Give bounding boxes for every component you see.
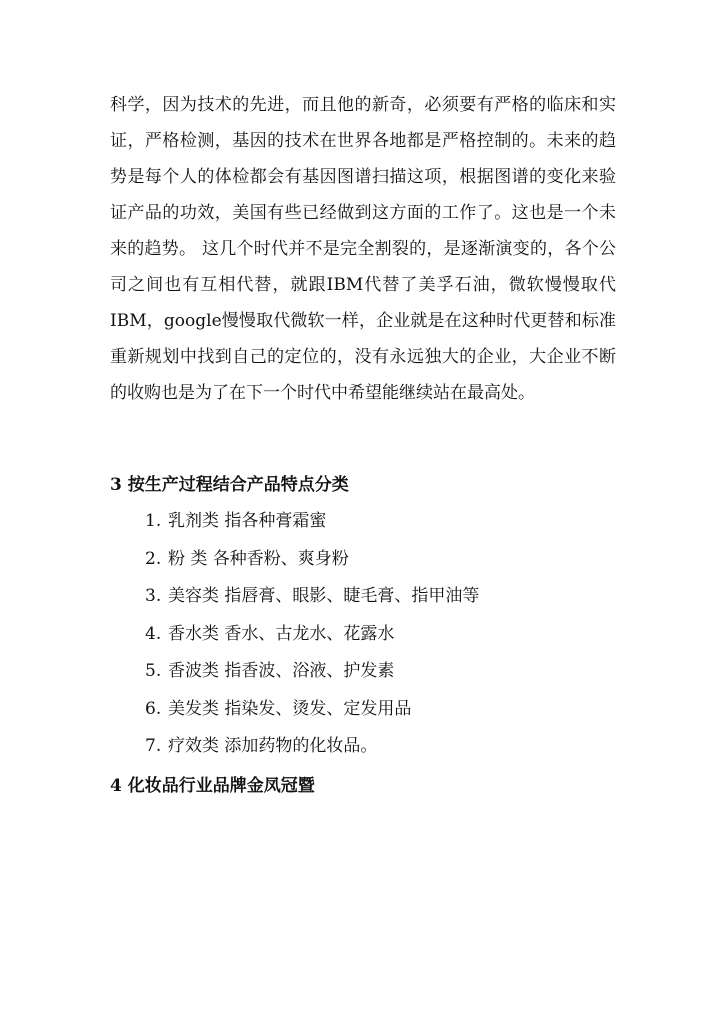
list-item-number: 4. — [145, 623, 162, 644]
list-item — [145, 734, 479, 772]
list-item-text: 美容类 指唇膏、眼影、睫毛膏、指甲油等 — [168, 586, 480, 606]
list-item — [145, 697, 479, 735]
list-item-number: 5. — [145, 661, 162, 681]
list-item — [145, 509, 479, 547]
list-item-number: 2. — [145, 548, 162, 569]
list-item — [145, 547, 479, 585]
list-item-number: 6. — [145, 698, 162, 719]
list-item-text: 乳剂类 指各种膏霜蜜 — [168, 511, 327, 531]
list-item — [145, 622, 479, 660]
list-item-text: 美发类 指染发、烫发、定发用品 — [168, 698, 412, 719]
section-heading-classification: 3 按生产过程结合产品特点分类 — [110, 475, 349, 495]
category-list — [145, 509, 479, 772]
list-item-text: 香水类 香水、古龙水、花露水 — [168, 623, 395, 644]
list-item-number: 1. — [145, 511, 162, 531]
list-item-number: 7. — [145, 736, 162, 756]
list-item-text: 粉 类 各种香粉、爽身粉 — [168, 548, 349, 569]
list-item-text: 香波类 指香波、浴液、护发素 — [168, 661, 395, 681]
section-heading-brand: 4 化妆品行业品牌金凤冠暨 — [110, 776, 315, 796]
list-item-number: 3. — [145, 586, 162, 606]
list-item — [145, 584, 479, 622]
list-item — [145, 659, 479, 697]
body-paragraph: 科学，因为技术的先进，而且他的新奇，必须要有严格的临床和实证，严格检测，基因的技术在世界各地都是严格控制的。未来的趋势是每个人的体检都会有基因图谱扫描这项，根据图谱的变化来验证产品的功效，美国有些已经做到这方面的工作了。这也是一个未来的趋势。 这几个时代并不是完全割裂的，是逐渐演变的，各个公司之间也有互相代替，就跟IBM代替了美孚石油，微软慢慢取代IBM，google慢慢取代微软一样，企业就是在这种时代更替和标准重新规划中找到自己的定位的，没有永远独大的企业，大企业不断的收购也是为了在下一个时代中希望能继续站在最高处。 — [110, 95, 616, 403]
list-item-text: 疗效类 添加药物的化妆品。 — [168, 736, 378, 756]
